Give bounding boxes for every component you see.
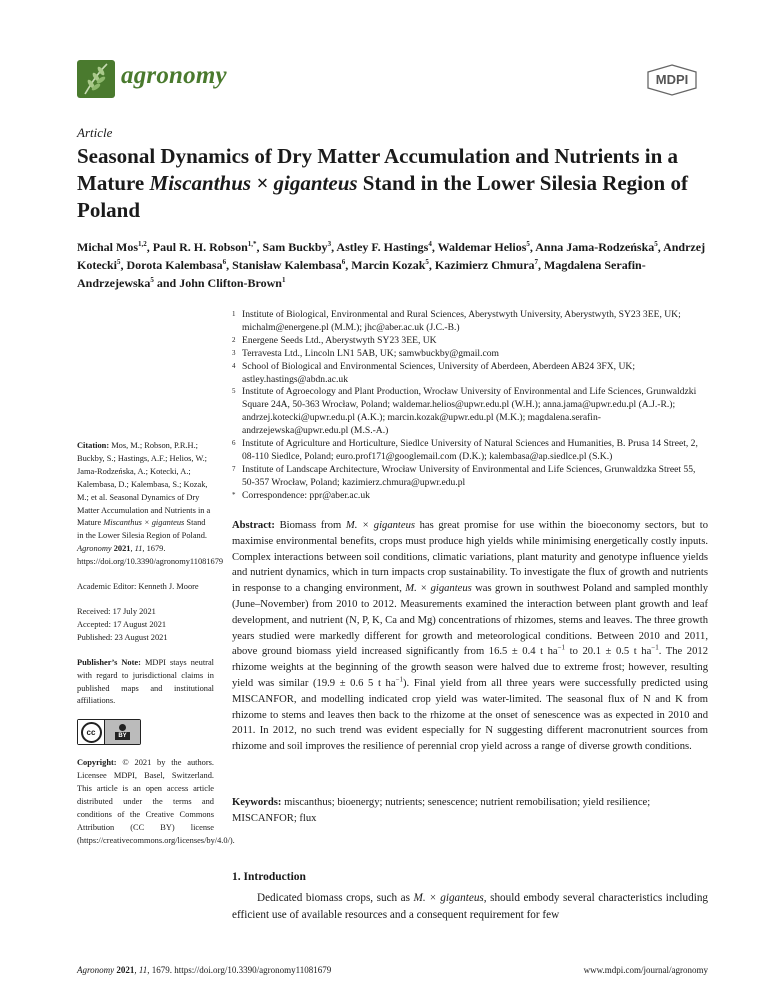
abstract-species: M. × giganteus: [345, 520, 415, 531]
abstract-label: Abstract:: [232, 520, 275, 531]
abstract-text: to 20.1 ± 0.5 t ha: [565, 646, 652, 658]
keywords-text: miscanthus; bioenergy; nutrients; senescence; nutrient remobilisation; yield resilience; MISCANFOR; flux: [232, 797, 651, 824]
author-name: Dorota Kalembasa: [126, 258, 223, 272]
affiliation-item: [232, 490, 707, 503]
section-heading: 1. Introduction: [232, 871, 306, 883]
title-species: Miscanthus × giganteus: [149, 171, 358, 195]
publisher-note: [77, 657, 214, 709]
author-list: Michal Mos$^{1,2}$, Paul R. H. Robson$^{1,*}$, Sam Buckby$^3$, Astley F. Hastings$^4$, Waldemar Helios$^5$, Anna Jama-Rodzeńska$^5$, Andrzej Kotecki$^5$, Dorota Kalembasa$^6$, Stanisław Kalembasa$^6$, Marcin Kozak$^5$, Kazimierz Chmura$^7$, Magdalena Serafin-Andrzejewska$^5$ and John Clifton-Brown$^1$: [77, 240, 706, 290]
title-part: Seasonal Dynamics of Dry Matter Accumulation and Nutrients in a Mature: [77, 144, 679, 195]
affiliation-text: Institute of Biological, Environmental and Rural Sciences, Aberystwyth University, Aberystwyth, SY23 3EE, UK; michalm@energene.pl (M.M.); jhc@aber.ac.uk (J.C.-B.): [242, 309, 681, 333]
keywords: [232, 795, 708, 827]
author-name: Waldemar Helios: [437, 240, 527, 254]
footer-citation: [77, 965, 331, 975]
journal-logo-icon: [77, 60, 115, 98]
article-type: Article: [77, 125, 113, 140]
affiliation-text: Institute of Landscape Architecture, Wrocław University of Environmental and Life Sciences, Grunwaldzka Street 55, 50-357 Wrocław, Poland; kazimierz.chmura@upwr.edu.pl: [242, 463, 696, 488]
received-date: Received: 17 July 2021: [77, 606, 156, 616]
author-name: Astley F. Hastings: [336, 240, 429, 254]
affiliation-number: 4: [232, 361, 236, 370]
affiliation-number: 2: [232, 335, 236, 344]
author-affiliation-marker: 1,2: [138, 240, 147, 248]
abstract: [232, 518, 708, 755]
cc-by-label: BY: [115, 732, 129, 740]
author-name: John Clifton-Brown: [179, 276, 282, 290]
author-name: Anna Jama-Rodzeńska: [535, 240, 655, 254]
title-part: Stand in the Lower Silesia Region of Poland: [77, 171, 688, 222]
copyright-label: Copyright:: [77, 758, 117, 768]
affiliation-text: Energene Seeds Ltd., Aberystwyth SY23 3EE, UK: [242, 334, 437, 346]
author-name: Sam Buckby: [262, 240, 328, 254]
author-name: Michal Mos: [77, 240, 138, 254]
footer-journal: Agronomy: [77, 965, 115, 975]
citation-year: 2021: [111, 544, 131, 554]
author-name: Marcin Kozak: [351, 258, 426, 272]
keywords-label: Keywords:: [232, 797, 282, 808]
author-affiliation-marker: 6: [222, 258, 227, 266]
affiliation-item: [232, 464, 707, 490]
abstract-text: Biomass from: [274, 520, 346, 531]
author-affiliation-marker: 1: [281, 276, 286, 284]
publisher-note-text: MDPI stays neutral with regard to jurisdictional claims in published maps and institutional affiliations.: [77, 657, 214, 706]
intro-text: Dedicated biomass crops, such as: [257, 892, 414, 904]
affiliations: [232, 309, 707, 503]
affiliation-text: Institute of Agroecology and Plant Production, Wrocław University of Environmental and Life Sciences, Grunwaldzki Square 24A, 50-363 Wrocław, Poland; waldemar.helios@upwr.edu.pl (W.H.); anna.jama@upwr.edu.pl (A.J.-R.); andrzej.kotecki@upwr.edu.pl (A.K.); marcin.kozak@upwr.edu.pl (M.K.); magdalena.serafin-andrzejewska@upwr.edu.pl (M.S.-A.): [242, 386, 697, 437]
affiliation-item: [232, 386, 707, 438]
exponent: −1: [557, 643, 566, 652]
abstract-text: ). Final yield from all three years were successfully predicted using MISCANFOR, and modelling indicated crop yield was water-limited. The seasonal flux of N and K from rhizome to stems and leaves then back to the rhizome at the onset of senescence was as expected in 2010 and 2011. In 2012, no such trend was evident especially for N suggesting different macronutrient sources from rhizome and soil improves the resilience of perennial crop yield across a range of diverse growth conditions.: [232, 677, 708, 753]
footer-doi[interactable]: , 1679. https://doi.org/10.3390/agronomy11081679: [147, 965, 332, 975]
author-affiliation-marker: 5: [425, 258, 429, 266]
person-icon: [119, 724, 126, 731]
author-name: Andrzej Kotecki: [77, 240, 706, 272]
author-affiliation-marker: 5: [150, 276, 154, 284]
citation-species: Miscanthus × giganteus: [103, 518, 185, 528]
exponent: −1: [651, 643, 659, 652]
footer-url[interactable]: www.mdpi.com/journal/agronomy: [583, 965, 708, 975]
abstract-text: was grown in southwest Poland and sampled monthly (June–November) from 2010 to 2012. Measurements examined the interaction between plant growth and leaf development, and nutrient (N, P, K, Ca and Mg) concentrations of rhizomes, stems and leaves. The three growth years studied were markedly different for growth and meteorological conditions. Between 2010 and 2011, above ground biomass yield increased significantly from 16.5 ± 0.4 t ha: [232, 583, 708, 658]
affiliation-item: [232, 438, 707, 464]
mdpi-logo-text: MDPI: [655, 72, 689, 87]
citation-journal: Agronomy: [77, 544, 112, 554]
cc-icon: cc: [81, 722, 102, 743]
abstract-species: M. × giganteus: [405, 583, 472, 595]
affiliation-text: Correspondence: ppr@aber.ac.uk: [242, 489, 370, 501]
journal-name: agronomy: [121, 62, 227, 89]
exponent: −1: [395, 675, 404, 684]
abstract-text: . The 2012 rhizome weights at the beginning of the growth season were halved due to extreme frost; however, resulting yield was similar (19.9 ± 0.6 5 t ha: [232, 646, 708, 689]
affiliation-item: [232, 361, 707, 387]
affiliation-number: 5: [232, 387, 236, 396]
academic-editor: Academic Editor: Kenneth J. Moore: [77, 582, 199, 592]
affiliation-item: [232, 309, 707, 335]
citation-volume: , 11: [130, 544, 143, 554]
author-affiliation-marker: 3: [327, 240, 332, 248]
affiliation-number: 3: [232, 348, 236, 357]
author-name: Kazimierz Chmura: [434, 258, 535, 272]
copyright-text: © 2021 by the authors. Licensee MDPI, Basel, Switzerland. This article is an open access article distributed under the terms and conditions of the Creative Commons Attribution (CC BY) license (https://creativecommons.org/licenses/by/4.0/).: [77, 758, 235, 845]
citation-text: Stand in the Lower Silesia Region of Poland.: [77, 518, 208, 541]
affiliation-text: School of Biological and Environmental Sciences, University of Aberdeen, Aberdeen AB24 3FX, UK; astley.hastings@abdn.ac.uk: [242, 360, 636, 385]
author-name: Stanisław Kalembasa: [232, 258, 342, 272]
citation-doi[interactable]: , 1679. https://doi.org/10.3390/agronomy11081679: [77, 544, 224, 567]
mdpi-logo: [646, 64, 698, 96]
footer-year: 2021: [114, 965, 135, 975]
citation: [77, 440, 224, 569]
affiliation-item: [232, 335, 707, 348]
abstract-text: has great promise for use within the bioeconomy sectors, but to maximise environmental benefits, crops must produce high yields while minimising energetically costly inputs. Complex interactions between soil conditions, climatic variations, plant maturity and genotype influence yields and nutrient dynamics, which in turn impacts crop sustainability. To investigate the flux of growth and nutrients in response to a changing environment,: [232, 520, 708, 595]
citation-label: Citation:: [77, 441, 110, 450]
paper-title: [77, 143, 707, 224]
intro-text: , should embody several characteristics including efficient use of available resources and a consequent requirement for few: [232, 892, 709, 921]
intro-species: M. × giganteus: [413, 892, 484, 904]
author-affiliation-marker: 6: [341, 258, 346, 266]
intro-paragraph: [232, 890, 708, 924]
published-date: Published: 23 August 2021: [77, 632, 168, 642]
author-affiliation-marker: 1,*: [247, 240, 257, 248]
affiliation-text: Terravesta Ltd., Lincoln LN1 5AB, UK; samwbuckby@gmail.com: [242, 347, 500, 359]
author-affiliation-marker: 5: [117, 258, 121, 266]
affiliation-number: 6: [232, 439, 236, 448]
affiliation-number: *: [232, 490, 236, 499]
author-affiliation-marker: 5: [526, 240, 530, 248]
accepted-date: Accepted: 17 August 2021: [77, 619, 167, 629]
affiliation-text: Institute of Agriculture and Horticulture, Siedlce University of Natural Sciences and Humanities, B. Prusa 14 Street, 2, 08-110 Siedlce, Poland; euro.prof171@googlemail.com (D.K.); kalembasa@ap.siedlce.pl (S.K.): [242, 438, 698, 462]
cc-by-license-badge[interactable]: [77, 719, 141, 745]
article-sidebar: [77, 440, 235, 848]
copyright: [77, 757, 235, 847]
author-affiliation-marker: 7: [534, 258, 539, 266]
author-name: Magdalena Serafin-Andrzejewska: [77, 258, 646, 290]
author-affiliation-marker: 5: [654, 240, 658, 248]
publisher-note-label: Publisher’s Note:: [77, 657, 141, 667]
affiliation-number: 1: [232, 310, 236, 318]
affiliation-item: [232, 348, 707, 361]
affiliation-number: 7: [232, 464, 236, 473]
citation-text: Mos, M.; Robson, P.R.H.; Buckby, S.; Hastings, A.F.; Helios, W.; Jama-Rodzeńska, A.; Kotecki, A.; Kalembasa, D.; Kalembasa, S.; Kozak, M.; et al. Seasonal Dynamics of Dry Matter Accumulation and Nutrients in a Mature: [77, 441, 211, 528]
author-affiliation-marker: 4: [428, 240, 432, 248]
author-name: Paul R. H. Robson: [152, 240, 248, 254]
footer-volume: , 11: [134, 965, 148, 975]
